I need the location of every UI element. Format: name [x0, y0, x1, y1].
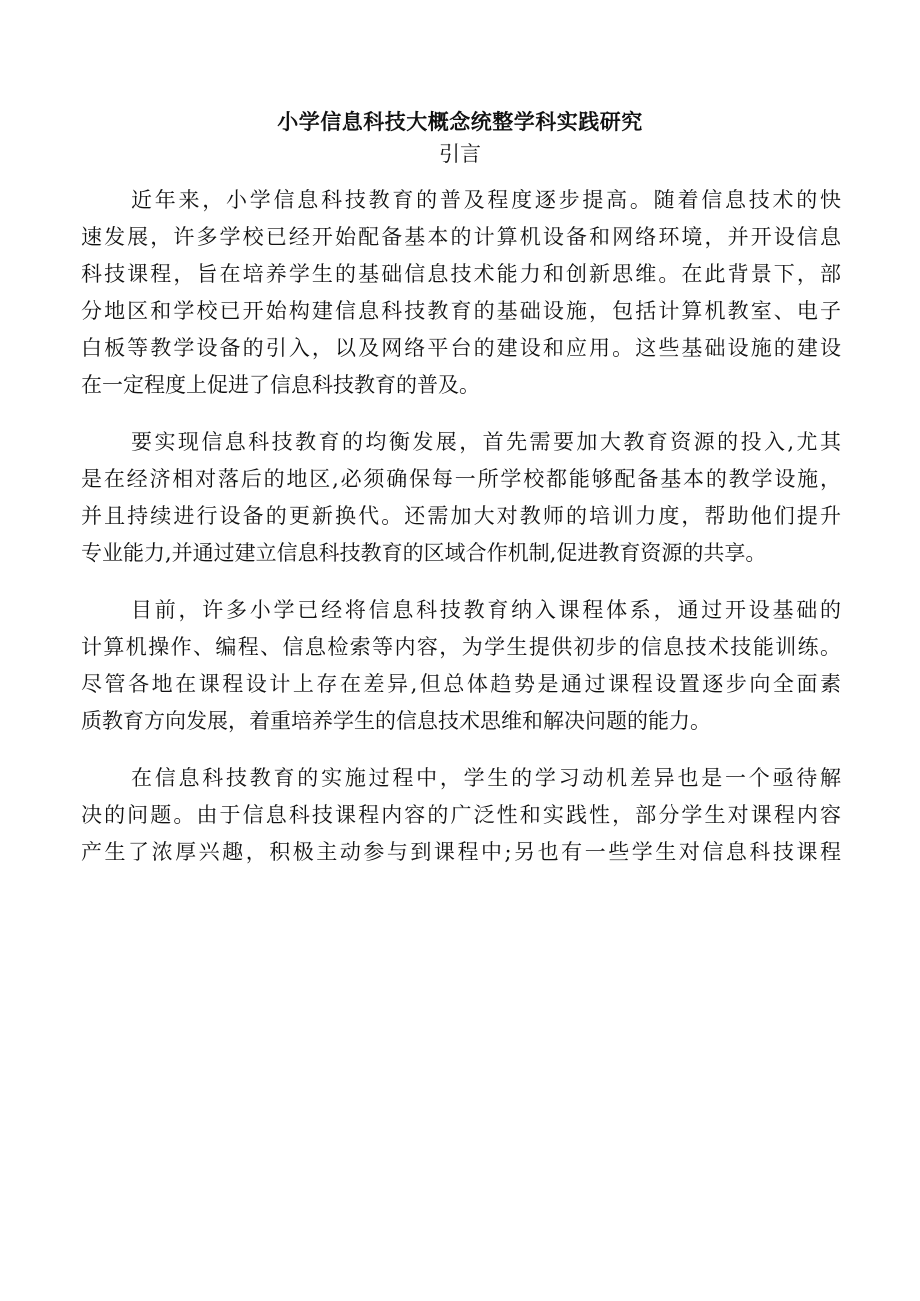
paragraph-1: [81, 182, 841, 404]
document-title: 小学信息科技大概念统整学科实践研究: [277, 109, 643, 134]
paragraph-2: [81, 424, 841, 572]
text-line: 决的问题。由于信息科技课程内容的广泛性和实践性，部分学生对课程内容: [81, 803, 841, 827]
text-line: 速发展，许多学校已经开始配备基本的计算机设备和网络环境，并开设信息: [81, 225, 841, 249]
text-line: 是在经济相对落后的地区,必须确保每一所学校都能够配备基本的教学设施，: [81, 467, 841, 491]
section-heading: 引言: [439, 142, 481, 166]
text-line: 并且持续进行设备的更新换代。还需加大对教师的培训力度，帮助他们提升: [81, 504, 841, 528]
text-line: 在信息科技教育的实施过程中，学生的学习动机差异也是一个亟待解: [131, 766, 841, 790]
text-line: 科技课程，旨在培养学生的基础信息技术能力和创新思维。在此背景下，部: [81, 262, 841, 286]
text-line: 白板等教学设备的引入，以及网络平台的建设和应用。这些基础设施的建设: [81, 336, 841, 360]
text-line: 质教育方向发展，着重培养学生的信息技术思维和解决问题的能力。: [81, 709, 711, 733]
text-line: 近年来，小学信息科技教育的普及程度逐步提高。随着信息技术的快: [131, 188, 841, 212]
document-body: [81, 182, 841, 891]
text-line: 在一定程度上促进了信息科技教育的普及。: [81, 373, 480, 397]
text-line: 尽管各地在课程设计上存在差异,但总体趋势是通过课程设置逐步向全面素: [81, 672, 841, 696]
text-line: 计算机操作、编程、信息检索等内容，为学生提供初步的信息技术技能训练。: [81, 635, 841, 659]
text-line: 分地区和学校已开始构建信息科技教育的基础设施，包括计算机教室、电子: [81, 299, 841, 323]
text-line: 要实现信息科技教育的均衡发展，首先需要加大教育资源的投入,尤其: [131, 430, 841, 454]
paragraph-3: [81, 592, 841, 740]
text-line: 目前，许多小学已经将信息科技教育纳入课程体系，通过开设基础的: [131, 598, 841, 622]
text-line: 产生了浓厚兴趣，积极主动参与到课程中;另也有一些学生对信息科技课程: [81, 840, 841, 864]
paragraph-4: [81, 760, 841, 871]
text-line: 专业能力,并通过建立信息科技教育的区域合作机制,促进教育资源的共享。: [81, 541, 767, 565]
